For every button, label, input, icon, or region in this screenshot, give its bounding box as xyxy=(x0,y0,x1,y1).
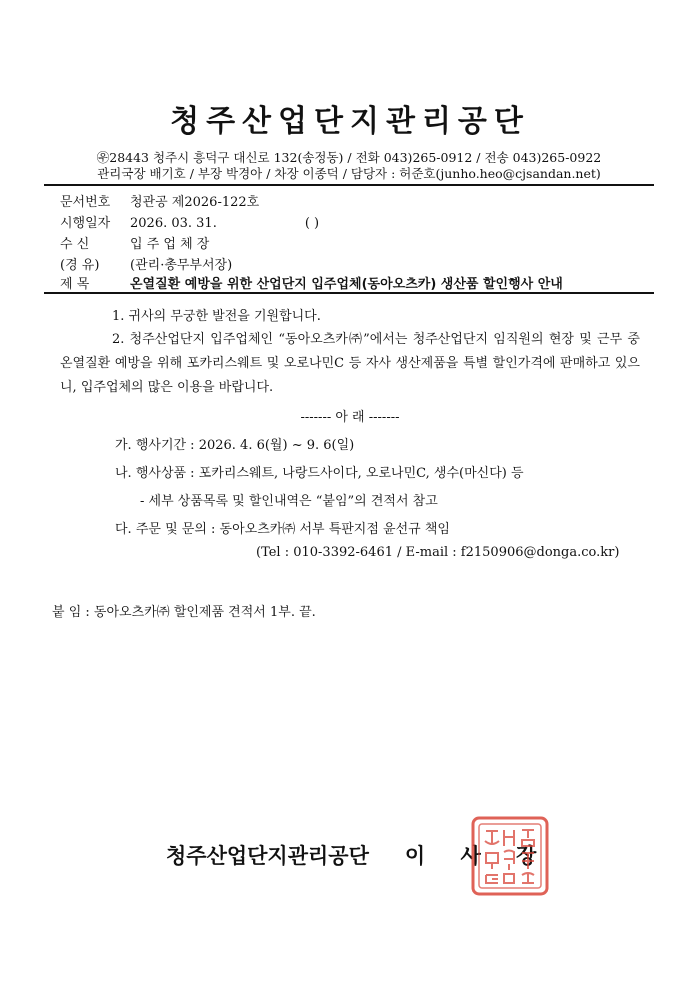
subject-value: 온열질환 예방을 위한 산업단지 입주업체(동아오츠카) 생산품 할인행사 안내 xyxy=(130,277,563,292)
item-contact-detail: (Tel : 010-3392-6461 / E-mail : f2150906@donga.co.kr) xyxy=(256,545,620,560)
org-title: 청주산업단지관리공단 xyxy=(170,104,530,139)
item-contact: 다. 주문 및 문의 : 동아오츠카㈜ 서부 특판지점 윤선규 책임 xyxy=(115,522,450,537)
contact-staff-line: 관리국장 배기호 / 부장 박경아 / 차장 이종덕 / 담당자 : 허준호(junho.heo@cjsandan.net) xyxy=(97,166,601,181)
header-top-rule xyxy=(44,184,654,186)
paragraph-2 xyxy=(60,328,640,400)
contact-address-line: ㉾28443 청주시 흥덕구 대신로 132(송정동) / 전화 043)265-0912 / 전송 043)265-0922 xyxy=(96,150,602,165)
recipient-value: 입 주 업 체 장 xyxy=(130,237,210,252)
via-label: (경 유) xyxy=(60,258,100,273)
date-value: 2026. 03. 31. xyxy=(130,216,217,231)
recipient-label: 수 신 xyxy=(60,237,90,252)
paragraph-1: 1. 귀사의 무궁한 발전을 기원합니다. xyxy=(112,309,321,324)
header-bottom-rule xyxy=(44,292,654,294)
date-row xyxy=(60,212,319,231)
seal-icon xyxy=(470,815,550,897)
doc-number-row xyxy=(60,191,259,210)
doc-number-value: 청관공 제2026-122호 xyxy=(130,195,260,210)
below-divider: ------- 아 래 ------- xyxy=(300,410,400,425)
item-products: 나. 행사상품 : 포카리스웨트, 나랑드사이다, 오로나민C, 생수(마신다) 등 xyxy=(115,466,524,481)
item-period: 가. 행사기간 : 2026. 4. 6(월) ~ 9. 6(일) xyxy=(115,438,355,453)
subject-row xyxy=(60,273,563,292)
via-value: (관리·총무부서장) xyxy=(130,258,233,273)
attachment-line: 붙 임 : 동아오츠카㈜ 할인제품 견적서 1부. 끝. xyxy=(52,605,316,620)
closing-title: 이 사 장 xyxy=(404,844,551,868)
recipient-row xyxy=(60,233,209,252)
doc-number-label: 문서번호 xyxy=(60,195,111,210)
closing-org: 청주산업단지관리공단 xyxy=(166,844,369,868)
item-products-note: - 세부 상품목록 및 할인내역은 “붙임”의 견적서 참고 xyxy=(140,494,438,509)
official-seal-stamp xyxy=(470,815,550,897)
date-paren: ( ) xyxy=(304,216,320,231)
date-label: 시행일자 xyxy=(60,216,111,231)
paragraph-2-text: 2. 청주산업단지 입주업체인 “동아오츠카㈜”에서는 청주산업단지 임직원의 현장 및 근무 중 온열질환 예방을 위해 포카리스웨트 및 오로나민C 등 자사 생산제품을 특별 할인가격에 판매하고 있으니, 입주업체의 많은 이용을 바랍니다. xyxy=(60,332,640,395)
via-row xyxy=(60,254,232,273)
subject-label: 제 목 xyxy=(60,277,90,292)
